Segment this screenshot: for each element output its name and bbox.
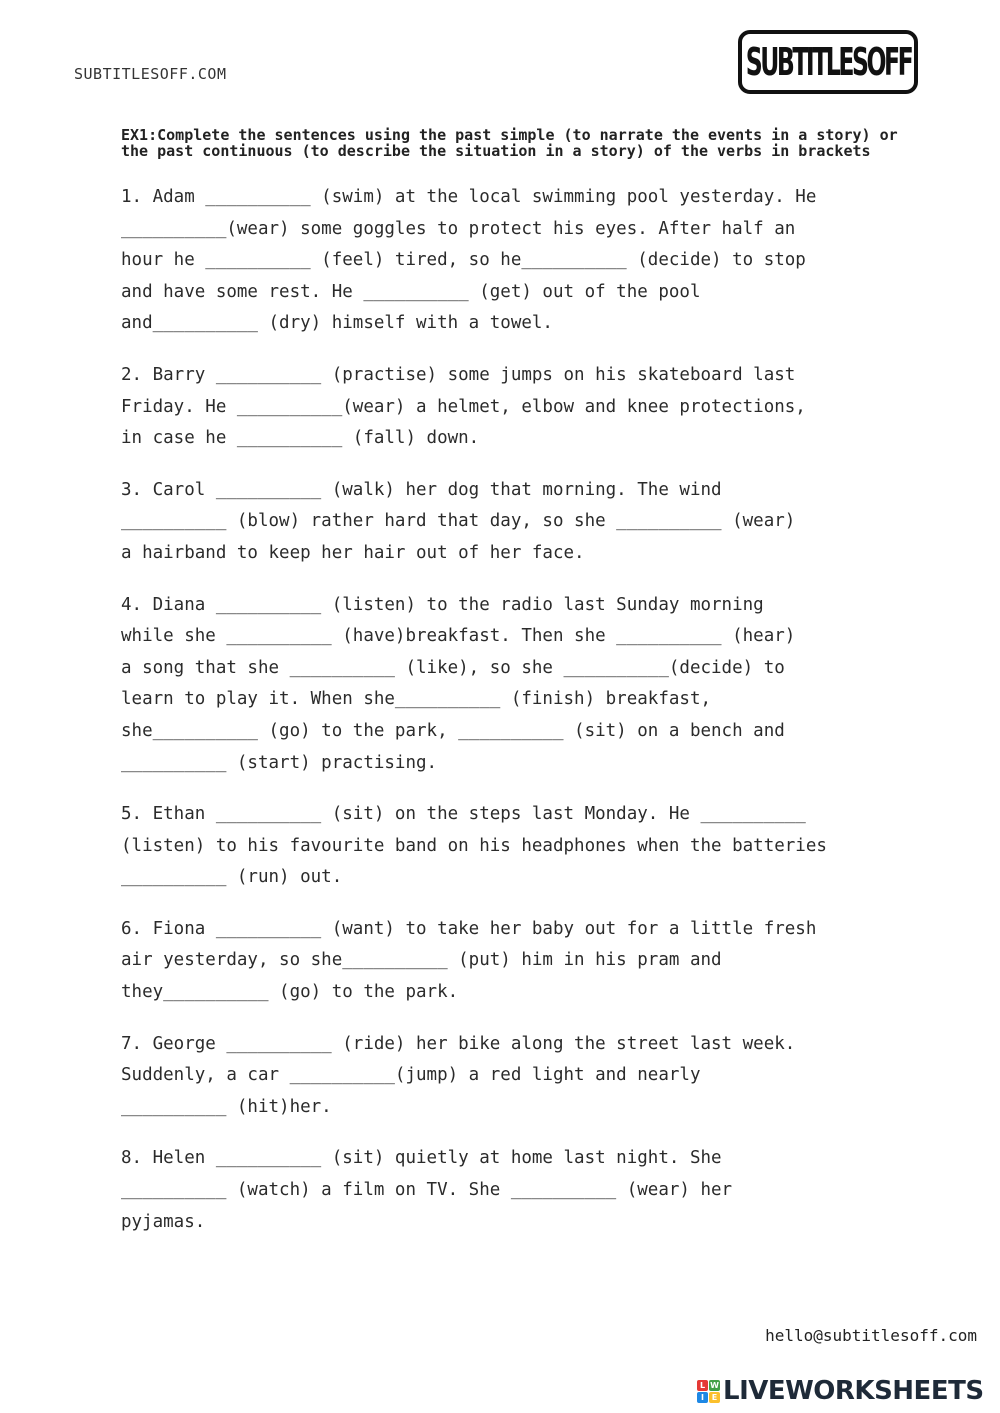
exercise-line: 7. George __________ (ride) her bike along the street last week. — [121, 1033, 796, 1054]
exercise-line: learn to play it. When she__________ (finish) breakfast, — [121, 689, 712, 710]
exercise-line: __________ (hit)her. — [121, 1096, 332, 1117]
exercise-instructions: EX1:Complete the sentences using the past simple (to narrate the events in a story) or the past continuous (to describe the situation in a story) of the verbs in brackets — [121, 126, 898, 160]
exercise-line: in case he __________ (fall) down. — [121, 428, 480, 449]
badge-square: W — [710, 1380, 719, 1390]
exercise-line: __________ (run) out. — [121, 867, 343, 888]
exercise-line: 3. Carol __________ (walk) her dog that morning. The wind — [121, 479, 722, 500]
contact-email: hello@subtitlesoff.com — [765, 1326, 977, 1345]
exercise-line: a hairband to keep her hair out of her face. — [121, 542, 585, 563]
exercise-line: air yesterday, so she__________ (put) him in his pram and — [121, 950, 722, 971]
exercise-line: and have some rest. He __________ (get) out of the pool — [121, 281, 701, 302]
exercise-line: __________ (blow) rather hard that day, so she __________ (wear) — [121, 511, 796, 532]
logo-text: SUBTITLESOFF — [745, 40, 911, 84]
liveworksheets-logo — [697, 1376, 984, 1406]
worksheet-exercises — [121, 182, 901, 1258]
exercise-3 — [121, 475, 901, 570]
exercise-8 — [121, 1143, 901, 1238]
badge-square: I — [697, 1392, 708, 1403]
exercise-line: 1. Adam __________ (swim) at the local swimming pool yesterday. He — [121, 187, 817, 207]
exercise-line: hour he __________ (feel) tired, so he__________ (decide) to stop — [121, 250, 806, 271]
exercise-2 — [121, 360, 901, 455]
exercise-line: 6. Fiona __________ (want) to take her baby out for a little fresh — [121, 918, 817, 939]
exercise-line: a song that she __________ (like), so she __________(decide) to — [121, 657, 785, 678]
exercise-line: and__________ (dry) himself with a towel. — [121, 313, 553, 334]
exercise-line: (listen) to his favourite band on his headphones when the batteries — [121, 835, 827, 856]
badge-square: L — [697, 1380, 708, 1391]
exercise-7 — [121, 1029, 901, 1124]
exercise-1 — [121, 182, 901, 340]
exercise-line: 4. Diana __________ (listen) to the radio last Sunday morning — [121, 594, 764, 615]
site-name: SUBTITLESOFF.COM — [74, 65, 227, 83]
exercise-5 — [121, 799, 901, 894]
exercise-line: Suddenly, a car __________(jump) a red light and nearly — [121, 1065, 701, 1086]
exercise-line: she__________ (go) to the park, __________ (sit) on a bench and — [121, 720, 785, 741]
logo-frame — [738, 30, 918, 94]
exercise-line: pyjamas. — [121, 1211, 206, 1232]
exercise-line: 2. Barry __________ (practise) some jumps on his skateboard last — [121, 364, 796, 385]
exercise-line: they__________ (go) to the park. — [121, 982, 459, 1003]
exercise-line: Friday. He __________(wear) a helmet, elbow and knee protections, — [121, 396, 806, 417]
exercise-4 — [121, 590, 901, 780]
liveworksheets-badge-icon — [697, 1380, 720, 1403]
exercise-line: __________ (start) practising. — [121, 752, 438, 773]
exercise-line: while she __________ (have)breakfast. Then she __________ (hear) — [121, 626, 796, 647]
exercise-line: __________ (watch) a film on TV. She __________ (wear) her — [121, 1180, 733, 1201]
liveworksheets-brand: LIVEWORKSHEETS — [723, 1376, 984, 1406]
exercise-line: 8. Helen __________ (sit) quietly at home last night. She — [121, 1148, 722, 1169]
badge-square: E — [709, 1392, 720, 1403]
exercise-line: 5. Ethan __________ (sit) on the steps last Monday. He __________ — [121, 804, 806, 825]
exercise-6 — [121, 914, 901, 1009]
subtitlesoff-logo — [738, 30, 918, 92]
exercise-line: __________(wear) some goggles to protect his eyes. After half an — [121, 218, 796, 239]
